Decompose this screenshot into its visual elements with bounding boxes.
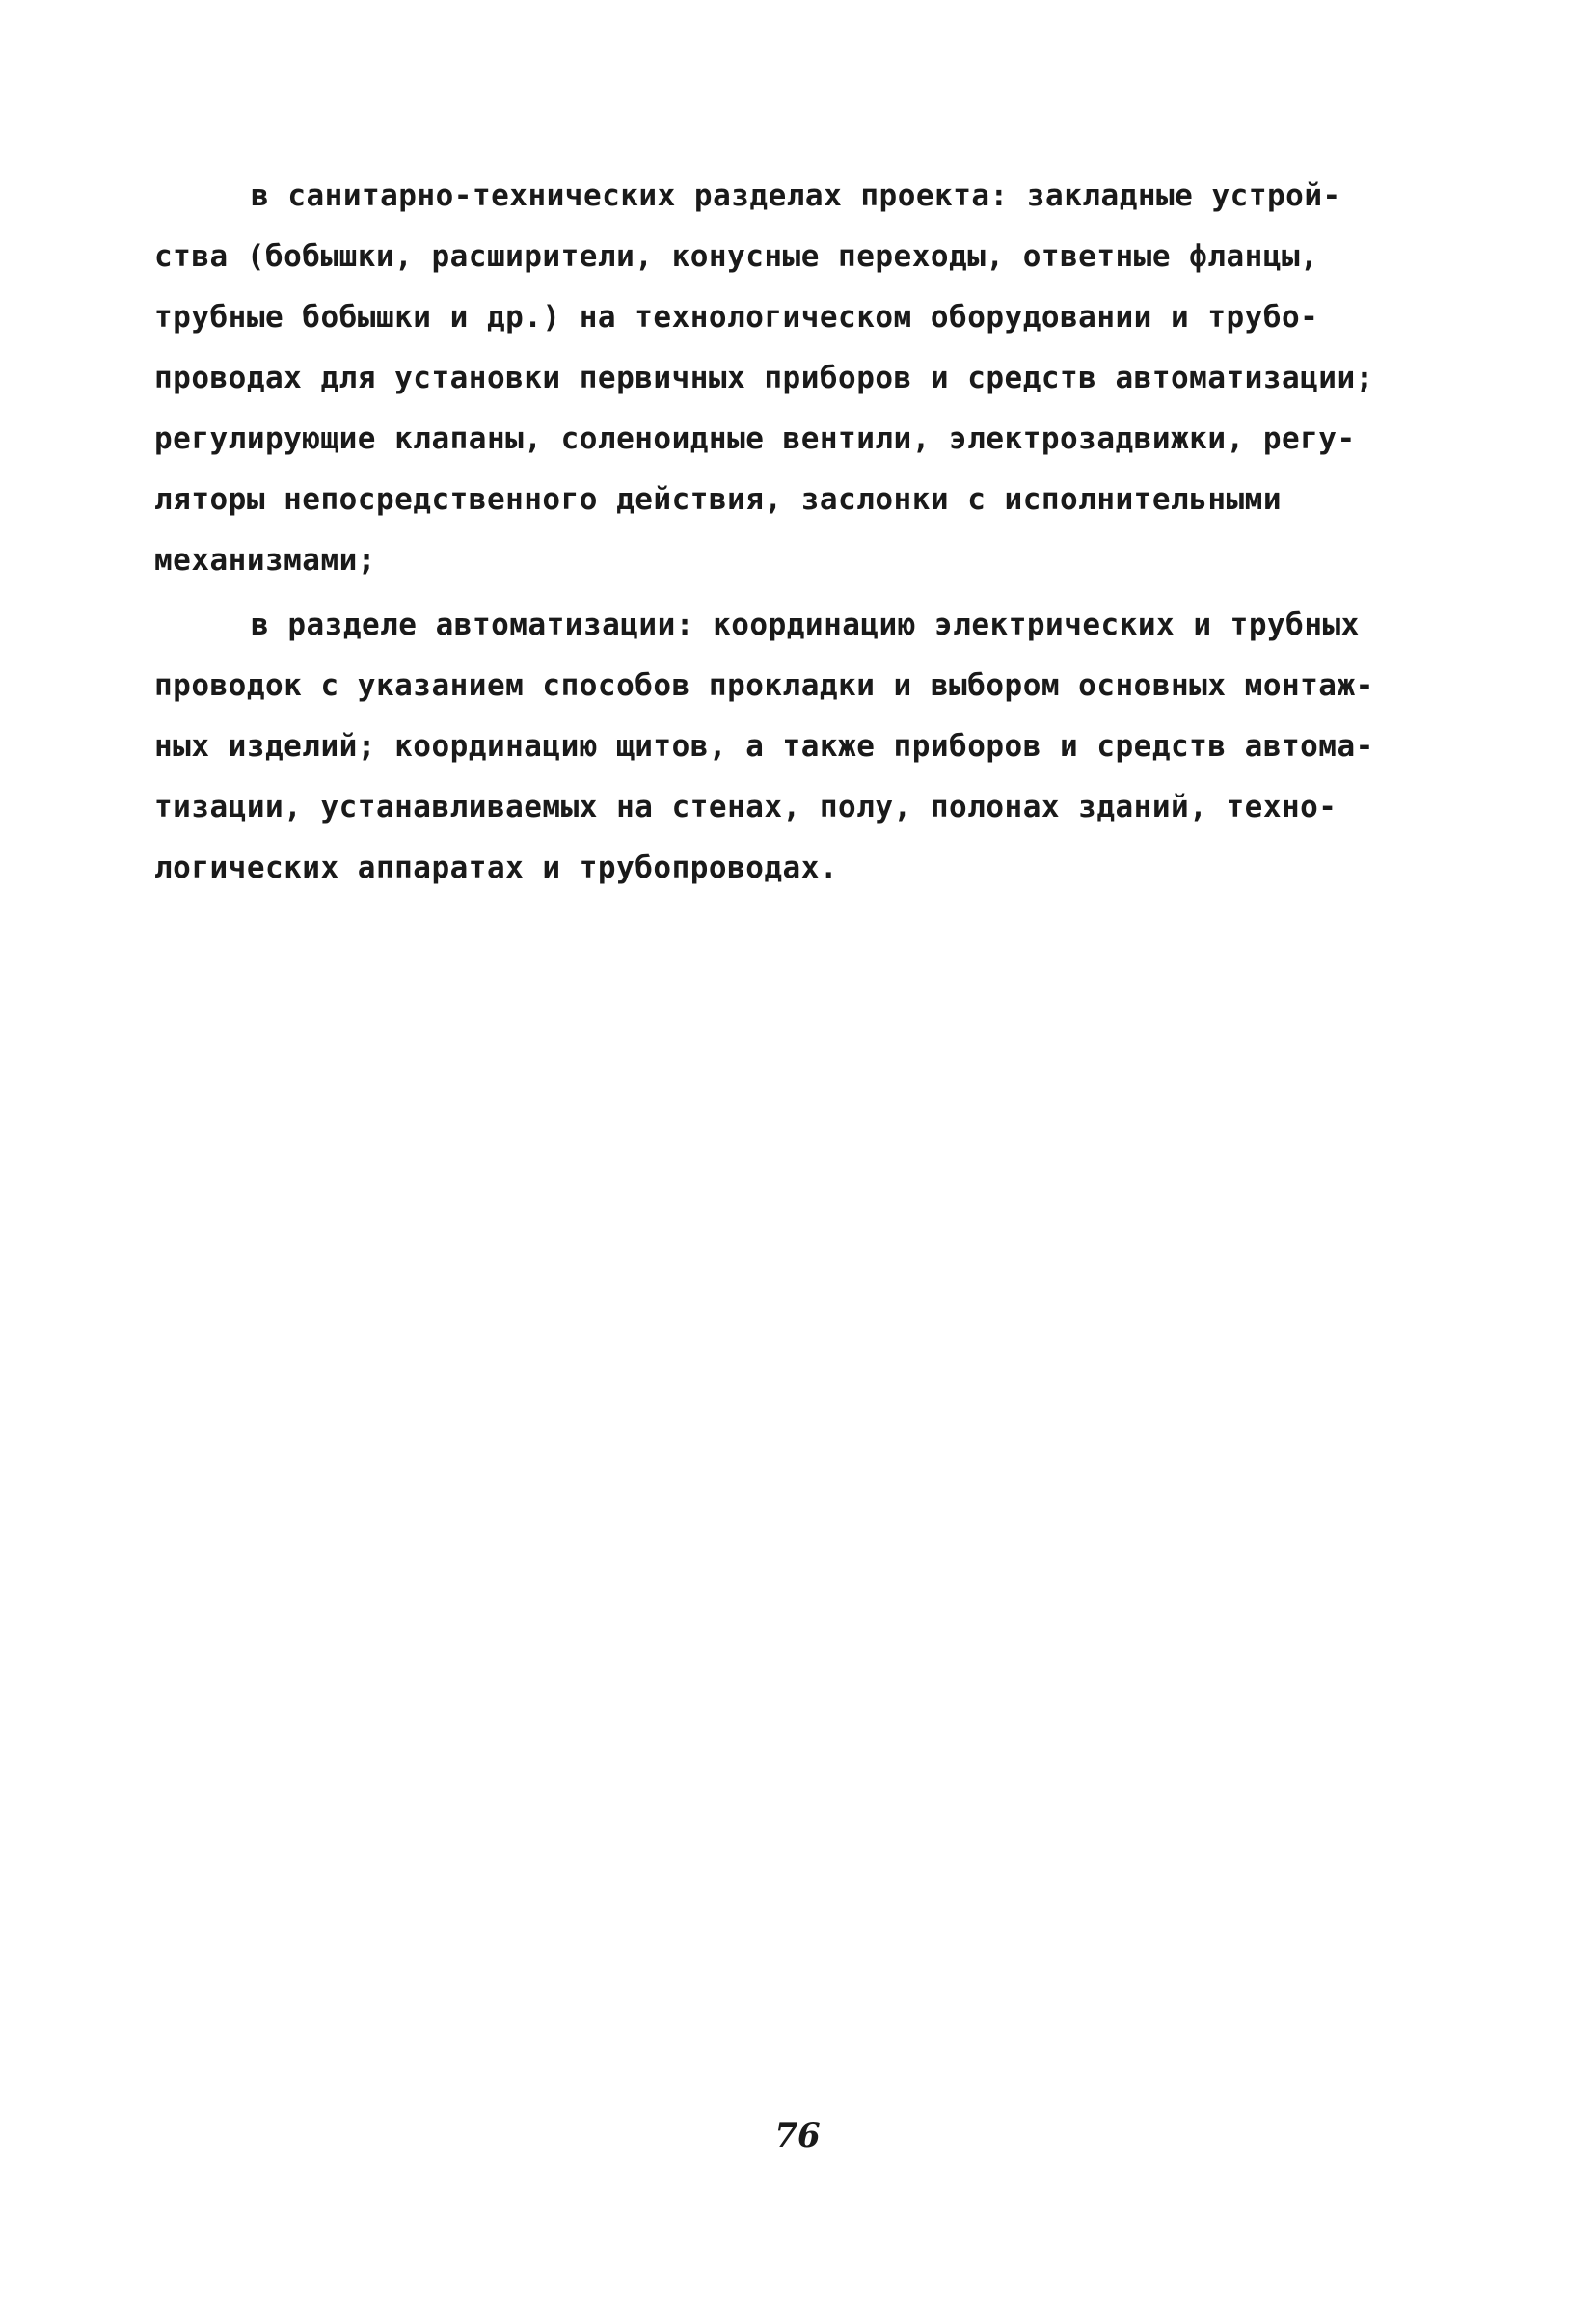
text-line: ных изделий; координацию щитов, а также приборов и средств автома- xyxy=(154,729,1374,764)
paragraph-automation xyxy=(154,595,1437,899)
paragraph-sanitary xyxy=(154,166,1437,591)
body-text xyxy=(154,166,1437,899)
text-line: проводок с указанием способов прокладки и выбором основных монтаж- xyxy=(154,668,1374,703)
text-line: ляторы непосредственного действия, заслонки с исполнительными xyxy=(154,482,1282,517)
text-line: логических аппаратах и трубопроводах. xyxy=(154,851,839,885)
text-line: в санитарно-технических разделах проекта: закладные устрой- xyxy=(251,178,1341,213)
text-line: регулирующие клапаны, соленоидные вентили, электрозадвижки, регу- xyxy=(154,421,1356,456)
text-line: проводах для установки первичных приборов и средств автоматизации; xyxy=(154,361,1374,395)
page-number: 76 xyxy=(774,2117,821,2155)
text-line: в разделе автоматизации: координацию электрических и трубных xyxy=(251,608,1360,642)
text-line: ства (бобышки, расширители, конусные переходы, ответные фланцы, xyxy=(154,239,1319,274)
text-line: механизмами; xyxy=(154,543,376,578)
text-line: тизации, устанавливаемых на стенах, полу, полонах зданий, техно- xyxy=(154,790,1338,824)
text-line: трубные бобышки и др.) на технологическом оборудовании и трубо- xyxy=(154,300,1319,335)
